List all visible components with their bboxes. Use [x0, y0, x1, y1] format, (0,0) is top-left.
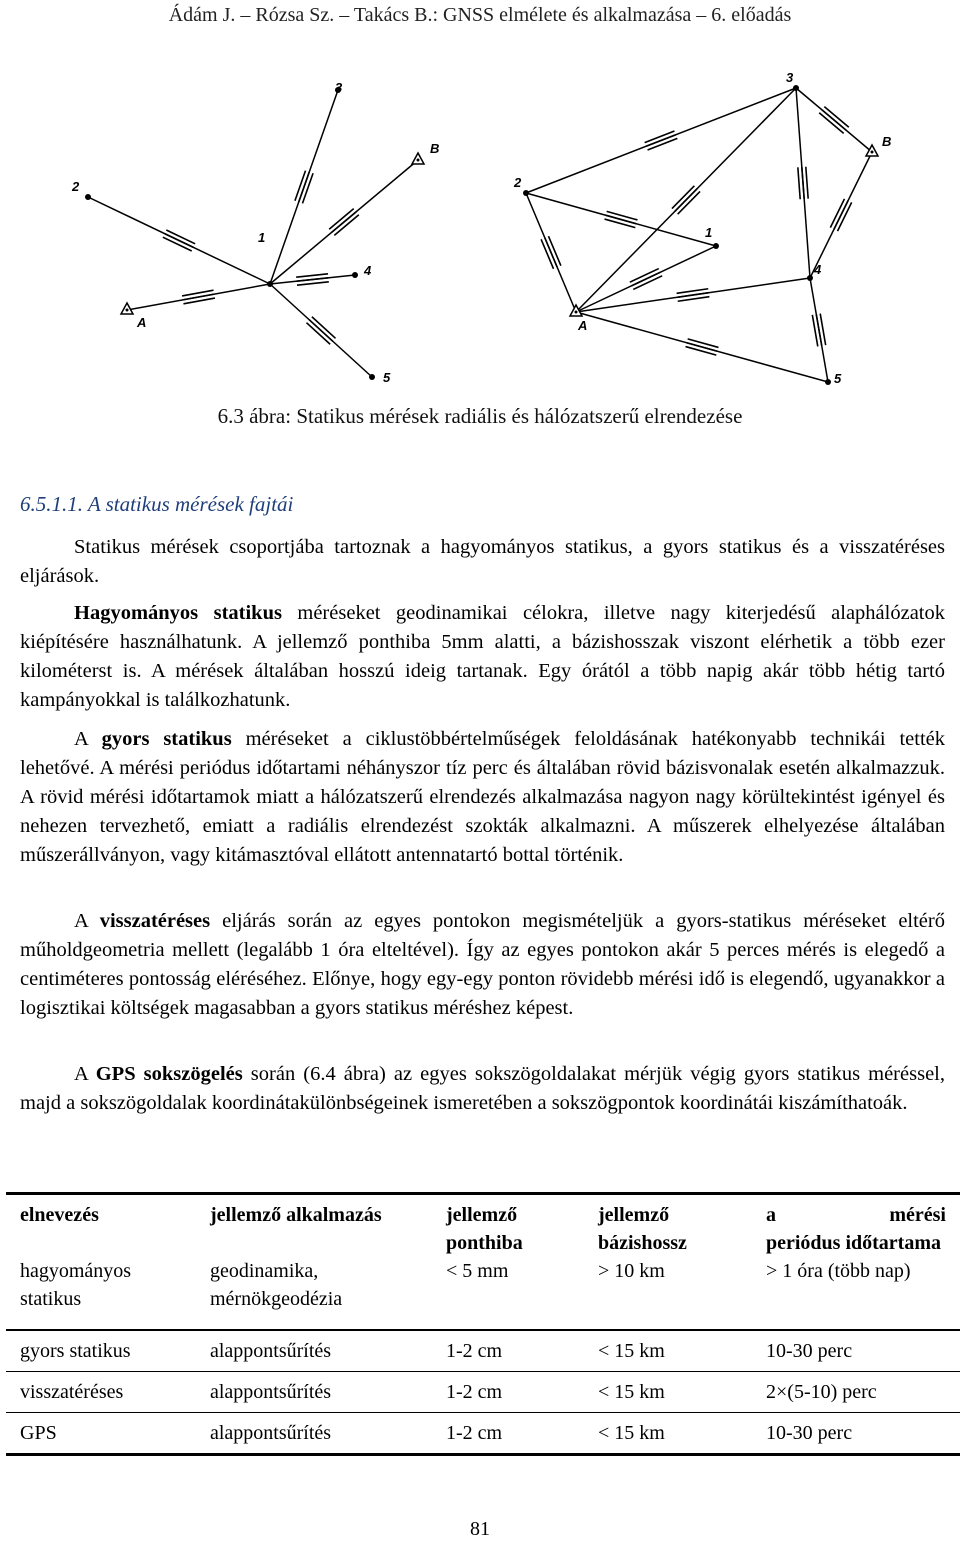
- cell-error: < 5 mm: [446, 1260, 509, 1282]
- header-application: jellemző alkalmazás: [210, 1204, 382, 1226]
- paragraph-5-text: során (6.4 ábra) az egyes sokszögoldalakat mérjük végig gyors statikus méréssel, majd a sokszögoldalak koordinátakülönbségeinek ismeretében a sokszögpontok koordinátái kiszámíthatoák.: [20, 1063, 945, 1114]
- paragraph-1: [20, 533, 945, 591]
- figure-6-3: [0, 60, 960, 400]
- cell-baseline: < 15 km: [598, 1381, 665, 1403]
- cell-baseline: < 15 km: [598, 1422, 665, 1444]
- cell-period: > 1 óra (több nap): [766, 1260, 911, 1282]
- table-header-row: [6, 1194, 960, 1258]
- baseline-hatch: [607, 211, 638, 220]
- baseline-hatch: [332, 212, 357, 233]
- table-row: [6, 1257, 960, 1330]
- baseline-hatch: [687, 343, 718, 352]
- baseline-hatch: [822, 110, 846, 131]
- paragraph-5-lead: A: [74, 1063, 96, 1085]
- table-row: [6, 1330, 960, 1372]
- radial-label-A: A: [137, 315, 147, 330]
- term-hagyomanyos-statikus: Hagyományos statikus: [74, 602, 282, 624]
- radial-station-p4: [352, 272, 358, 278]
- network-station-p2: [523, 190, 529, 196]
- term-gps-sokszogeles: GPS sokszögelés: [95, 1063, 243, 1085]
- radial-control-point-B-center: [417, 159, 420, 162]
- paragraph-2: [20, 599, 945, 715]
- cell-application: alappontsűrítés: [210, 1381, 332, 1403]
- baseline-hatch: [334, 215, 359, 236]
- radial-station-p5: [369, 374, 375, 380]
- cell-name: gyors statikus: [20, 1340, 131, 1362]
- network-diagram: [0, 60, 960, 400]
- baseline-hatch: [606, 215, 637, 224]
- cell-name: hagyományos statikus: [20, 1260, 132, 1310]
- baseline-hatch: [309, 320, 333, 342]
- baseline-hatch: [297, 278, 329, 281]
- baseline-hatch: [296, 274, 328, 277]
- radial-label-2: 2: [72, 179, 80, 194]
- paragraph-3: [20, 725, 945, 870]
- baseline-hatch: [675, 189, 697, 212]
- baseline-hatch: [306, 323, 330, 345]
- baseline-hatch: [819, 113, 843, 134]
- radial-label-5: 5: [383, 370, 391, 385]
- baseline-hatch: [677, 289, 709, 294]
- radial-station-p1: [267, 281, 273, 287]
- baseline-hatch: [824, 107, 848, 128]
- baseline-hatch: [312, 317, 336, 339]
- term-gyors-statikus: gyors statikus: [101, 728, 232, 750]
- header-name: elnevezés: [20, 1204, 99, 1226]
- network-label-A: A: [578, 318, 588, 333]
- baseline-hatch: [672, 186, 694, 209]
- network-control-point-A-center: [575, 311, 578, 314]
- cell-error: 1-2 cm: [446, 1422, 503, 1444]
- baseline-hatch: [297, 282, 329, 285]
- radial-label-1: 1: [258, 230, 266, 245]
- cell-application: geodinamika, mérnökgeodézia: [210, 1260, 343, 1310]
- page-number: 81: [470, 1518, 490, 1540]
- network-label-4: 4: [814, 262, 822, 277]
- measurement-types-table: [6, 1192, 960, 1456]
- radial-label-4: 4: [364, 263, 372, 278]
- cell-baseline: < 15 km: [598, 1340, 665, 1362]
- cell-baseline: > 10 km: [598, 1260, 665, 1282]
- radial-label-B: B: [430, 141, 440, 156]
- network-label-5: 5: [834, 371, 842, 386]
- paragraph-2-text: méréseket geodinamikai célokra, illetve nagy kiterjedésű alaphálózatok kiépítésére használhatunk. A jellemző ponthiba 5mm alatti, a bázishosszak viszont elérhetik a több ezer kilométerst is. A mérések általában hosszú ideig tartanak. Egy órától a több napig akár több hétig tartó kampányokkal is találkozhatunk.: [20, 602, 945, 711]
- term-visszatereses: visszatéréses: [99, 910, 211, 932]
- paragraph-3-lead: A: [74, 728, 102, 750]
- baseline-hatch: [806, 167, 808, 199]
- radial-label-3: 3: [335, 80, 343, 95]
- baseline-hatch: [678, 191, 700, 214]
- network-label-3: 3: [786, 70, 794, 85]
- network-station-p1: [713, 243, 719, 249]
- paragraph-1-text: Statikus mérések csoportjába tartoznak a hagyományos statikus, a gyors statikus és a visszatéréses eljárások.: [20, 536, 945, 587]
- cell-period: 10-30 perc: [766, 1340, 853, 1362]
- cell-error: 1-2 cm: [446, 1381, 503, 1403]
- paragraph-4: [20, 907, 945, 1023]
- table-row: [6, 1413, 960, 1455]
- figure-caption: 6.3 ábra: Statikus mérések radiális és hálózatszerű elrendezése: [217, 404, 743, 428]
- cell-period: 10-30 perc: [766, 1422, 853, 1444]
- paragraph-4-text: eljárás során az egyes pontokon megismételjük a gyors-statikus méréseket eltérő műholdgeometria mellett (legalább 1 óra elteltével). Így az egyes pontokon akár 5 perces mérés is elegedő a centiméteres pontosság eléréséhez. Előnye, hogy egy-egy ponton rövidebb mérési idő is elegendő, ugyanakkor a logisztikai költségek magasabban a gyors statikus méréshez képest.: [20, 910, 945, 1019]
- paragraph-5: [20, 1060, 945, 1118]
- header-period-c: periódus időtartama: [766, 1232, 941, 1254]
- network-station-p5: [825, 379, 831, 385]
- baseline-hatch: [329, 209, 354, 230]
- baseline-hatch: [677, 293, 709, 298]
- cell-application: alappontsűrítés: [210, 1422, 332, 1444]
- baseline-hatch: [798, 167, 800, 199]
- header-baseline: jellemző bázishossz: [598, 1204, 687, 1254]
- cell-name: GPS: [20, 1422, 57, 1444]
- table-row: [6, 1372, 960, 1413]
- baseline-hatch: [678, 297, 710, 302]
- header-error: jellemző ponthiba: [446, 1204, 523, 1254]
- header-period-a: a: [766, 1204, 776, 1226]
- baseline-hatch: [688, 339, 719, 348]
- paragraph-3-text: méréseket a ciklustöbbértelműségek feloldásának hatékonyabb technikái tették lehetővé. A mérési periódus időtartami néhányszor tíz perc és általában rövid bázisvonalak esetén alkalmazzuk. A rövid mérési időtartamok miatt a hálózatszerű elrendezés alkalmazása nagyon nagy körültekintést igényel és nehezen tervezhető, emiatt a radiális elrendezést szokták alkalmazni. A műszerek elhelyezése általában műszerállványon, vagy kitámasztóval ellátott antennatartó bottal történik.: [20, 728, 945, 866]
- paragraph-4-lead: A: [74, 910, 100, 932]
- cell-name: visszatéréses: [20, 1381, 124, 1403]
- baseline-hatch: [605, 219, 636, 228]
- network-label-1: 1: [705, 225, 713, 240]
- section-heading: 6.5.1.1. A statikus mérések fajtái: [20, 492, 294, 516]
- header-period-b: mérési: [889, 1204, 946, 1226]
- cell-period: 2×(5-10) perc: [766, 1381, 877, 1403]
- network-label-B: B: [882, 134, 892, 149]
- network-control-point-B-center: [871, 151, 874, 154]
- network-station-p3: [793, 85, 799, 91]
- baseline-hatch: [802, 167, 804, 199]
- radial-control-point-A-center: [126, 309, 129, 312]
- header-period: [752, 1194, 960, 1258]
- page-header: Ádám J. – Rózsa Sz. – Takács B.: GNSS elmélete és alkalmazása – 6. előadás: [168, 4, 792, 26]
- cell-error: 1-2 cm: [446, 1340, 503, 1362]
- baseline-hatch: [686, 347, 717, 356]
- network-station-p4: [807, 275, 813, 281]
- network-label-2: 2: [514, 175, 522, 190]
- cell-application: alappontsűrítés: [210, 1340, 332, 1362]
- radial-station-p2: [85, 194, 91, 200]
